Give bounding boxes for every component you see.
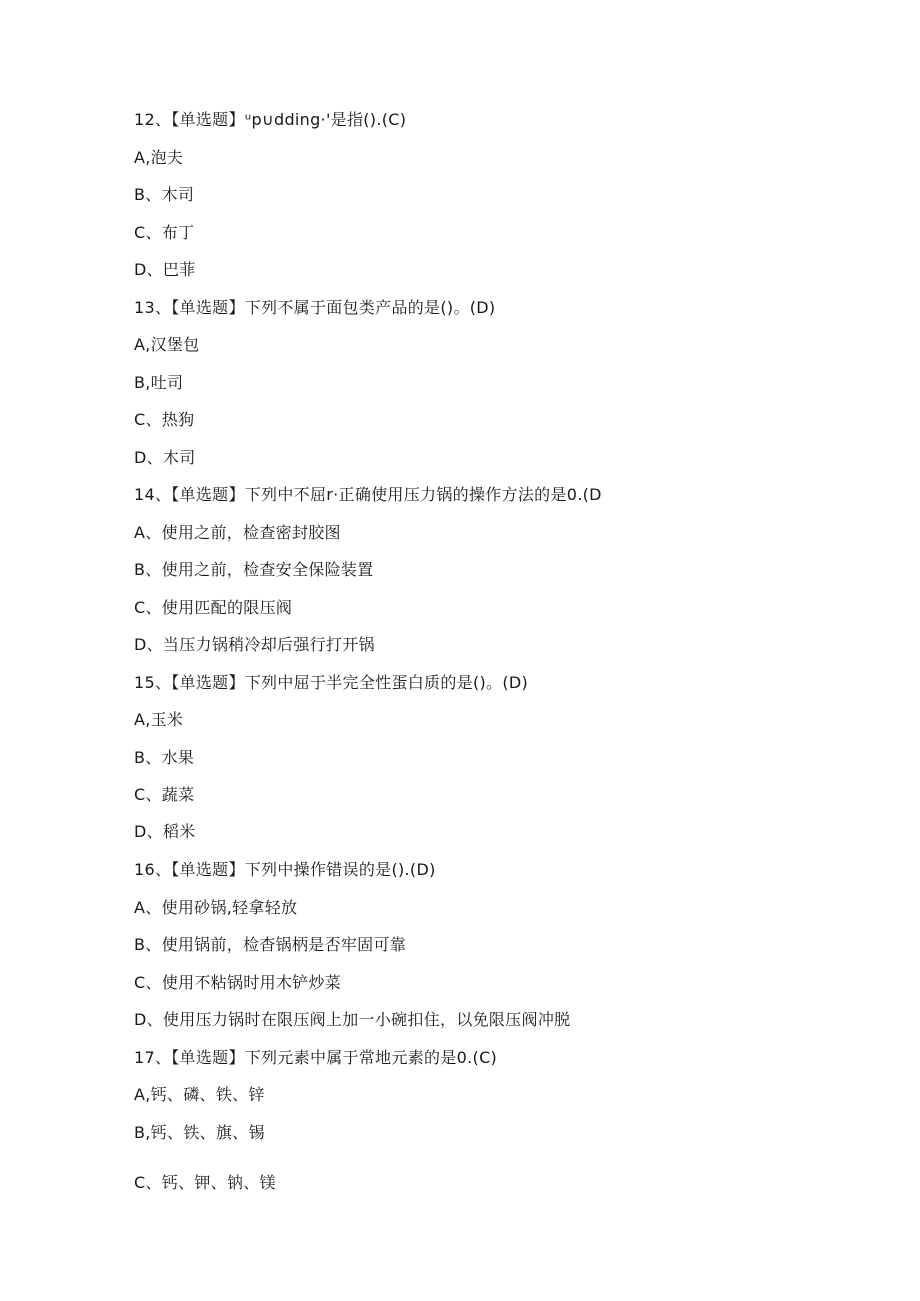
question-16-option-a: A、使用砂锅,轻拿轻放	[134, 898, 298, 917]
question-13-option-c: C、热狗	[134, 410, 195, 429]
question-15-option-c: C、蔬菜	[134, 785, 195, 804]
question-13-option-a: A,汉堡包	[134, 335, 200, 354]
question-14-stem: 14、【单选题】下列中不屈r·正确使用压力锅的操作方法的是0.(D	[134, 485, 602, 504]
question-16-option-b: B、使用锅前，检杳锅柄是否牢固可靠	[134, 935, 407, 954]
question-13-option-b: B,吐司	[134, 373, 184, 392]
question-15-option-a: A,玉米	[134, 710, 184, 729]
question-12-option-b: B、木司	[134, 185, 195, 204]
question-15-stem: 15、【单选题】下列中屈于半完全性蛋白质的是()。(D)	[134, 673, 529, 692]
question-14-option-a: A、使用之前，检查密封胶图	[134, 523, 341, 542]
question-12-option-c: C、布丁	[134, 223, 195, 242]
question-14-option-c: C、使用匹配的限压阀	[134, 598, 293, 617]
question-14-option-d: D、当压力锅稍冷却后强行打开锅	[134, 635, 375, 654]
question-14-option-b: B、使用之前，检查安全保险装置	[134, 560, 374, 579]
question-12-option-a: A,泡夫	[134, 148, 184, 167]
question-13-stem: 13、【单选题】下列不属于面包类产品的是()。(D)	[134, 298, 496, 317]
question-17-stem: 17、【单选题】下列元素中属于常地元素的是0.(C)	[134, 1048, 498, 1067]
question-17-option-c: C、钙、钾、钠、镁	[134, 1173, 276, 1192]
question-13-option-d: D、木司	[134, 448, 196, 467]
question-12-option-d: D、巴菲	[134, 260, 196, 279]
question-15-option-d: D、稻米	[134, 822, 196, 841]
question-16-option-c: C、使用不粘锅时用木铲炒菜	[134, 973, 342, 992]
question-16-stem: 16、【单选题】下列中操作错误的是().(D)	[134, 860, 436, 879]
question-16-option-d: D、使用压力锅时在限压阀上加一小碗扣住，以免限压阀冲脱	[134, 1010, 571, 1029]
question-15-option-b: B、水果	[134, 748, 195, 767]
question-12-stem: 12、【单选题】ᵘp∪dding·'是指().(C)	[134, 110, 407, 129]
question-17-option-b: B,钙、铁、旗、锡	[134, 1123, 265, 1142]
question-17-option-a: A,钙、磷、铁、锌	[134, 1085, 265, 1104]
